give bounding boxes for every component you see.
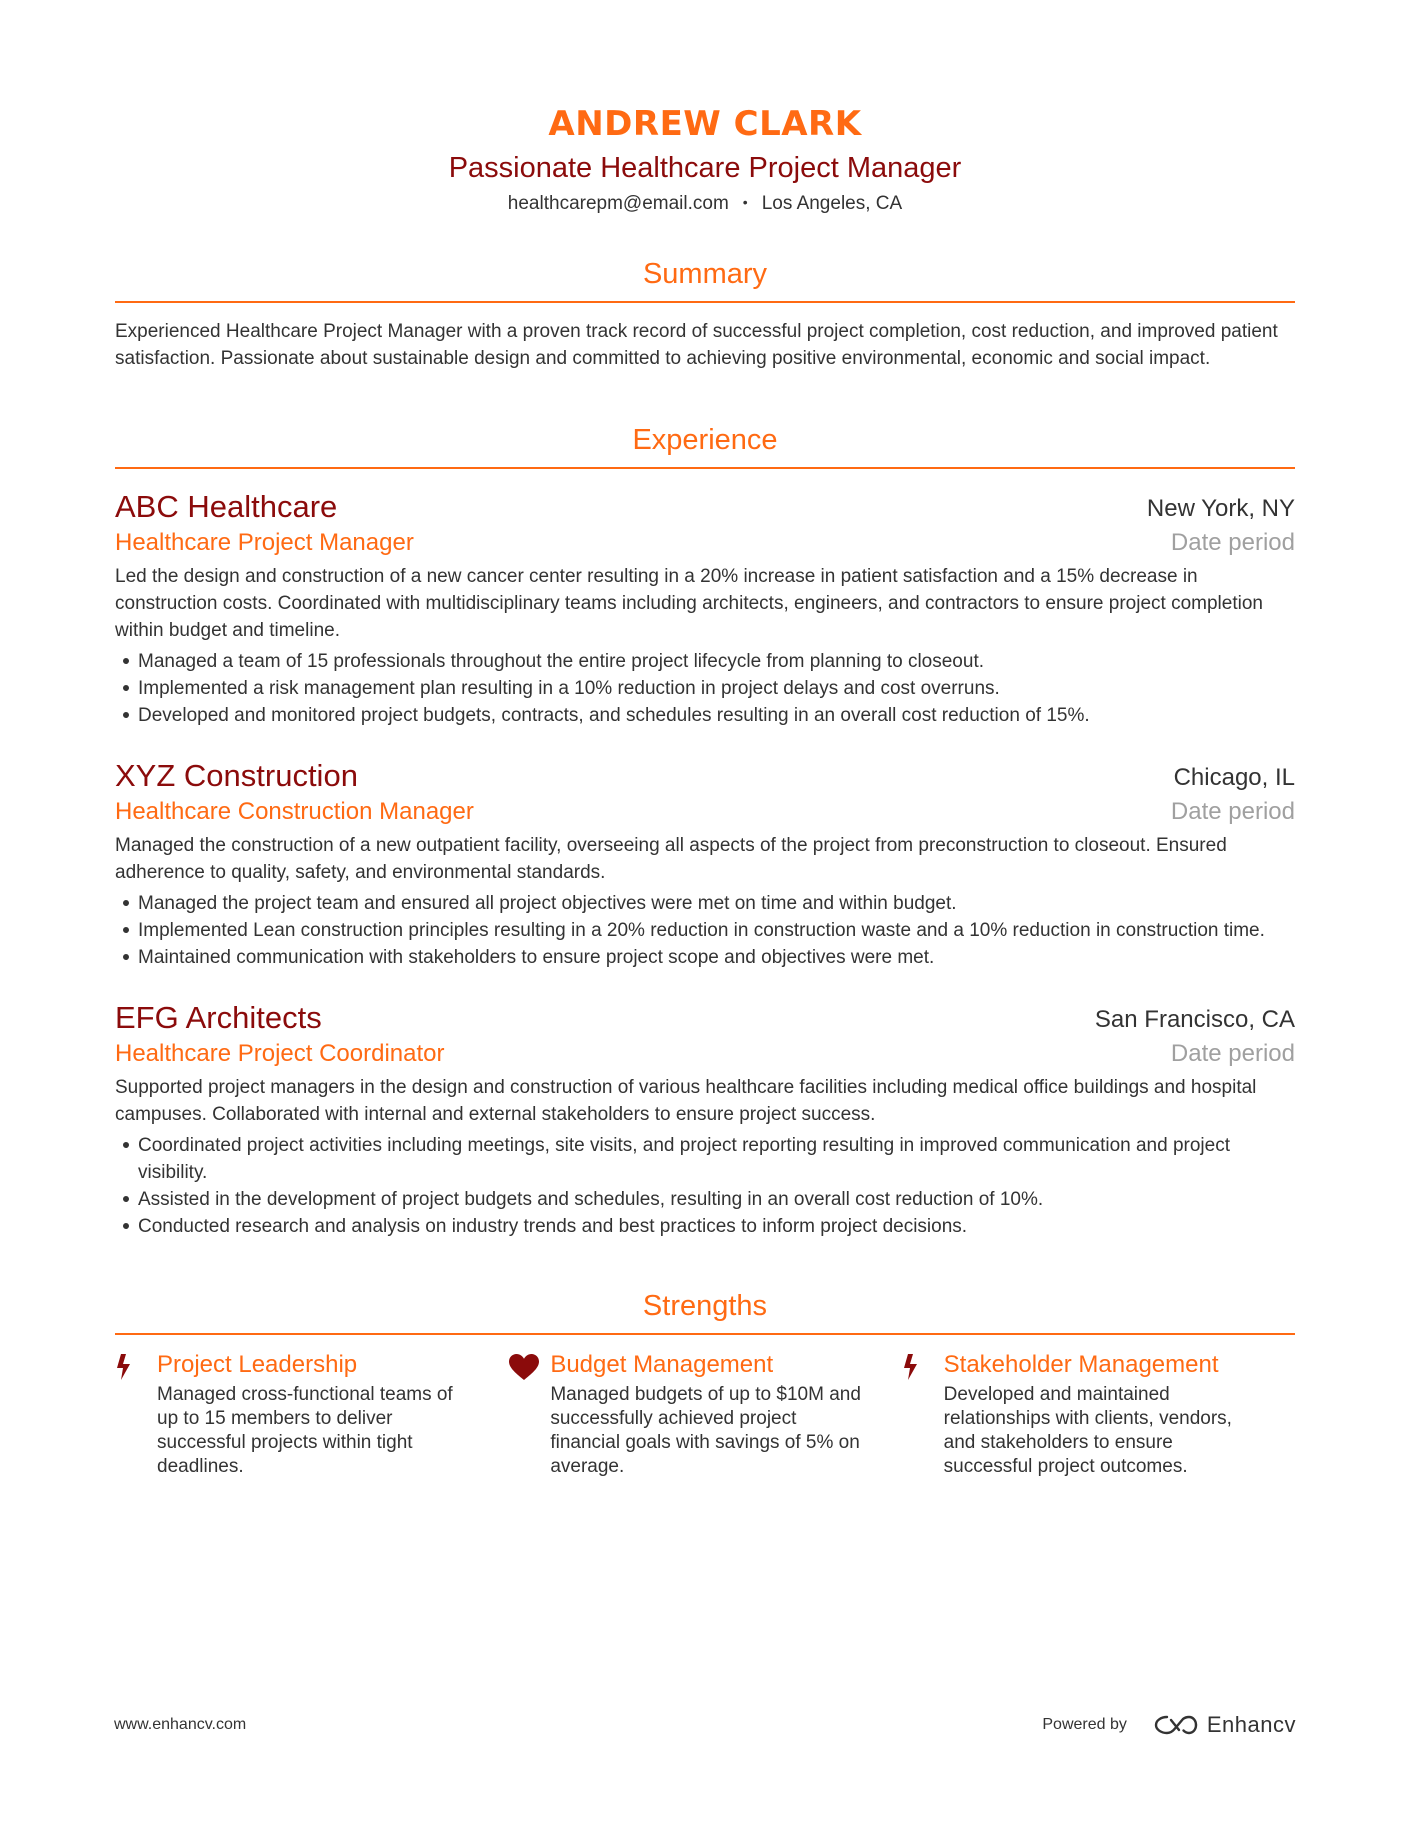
company-name: ABC Healthcare (115, 489, 338, 524)
bullet-item: Assisted in the development of project budgets and schedules, resulting in an overall cost reduction of 10%. (115, 1186, 1295, 1213)
job-date: Date period (1170, 1040, 1295, 1067)
job-bullets (115, 1132, 1295, 1240)
strength-item (115, 1349, 508, 1479)
bullet-item: Implemented a risk management plan resulting in a 10% reduction in project delays and cost overruns. (115, 675, 1295, 702)
job-date: Date period (1170, 529, 1295, 556)
website-link[interactable]: www.enhancv.com (114, 1716, 247, 1733)
email[interactable]: healthcarepm@email.com (507, 193, 729, 214)
bullet-item: Managed a team of 15 professionals throughout the entire project lifecycle from planning to closeout. (115, 648, 1295, 675)
bullet-item: Managed the project team and ensured all project objectives were met on time and within budget. (115, 890, 1295, 917)
bullet-item: Developed and monitored project budgets, contracts, and schedules resulting in an overall cost reduction of 15%. (115, 702, 1295, 729)
bullet-item: Conducted research and analysis on industry trends and best practices to inform project decisions. (115, 1213, 1295, 1240)
strength-title: Stakeholder Management (943, 1351, 1219, 1378)
strength-item (902, 1349, 1295, 1479)
candidate-name: ANDREW CLARK (548, 104, 862, 144)
strength-text: Managed budgets of up to $10M and successfully achieved project financial goals with savings of 5% on average. (550, 1384, 861, 1477)
separator-dot: • (742, 194, 748, 210)
section-divider (115, 1333, 1295, 1335)
powered-by (1042, 1712, 1296, 1738)
heart-icon (508, 1349, 550, 1479)
job-date: Date period (1170, 798, 1295, 825)
strength-text: Developed and maintained relationships with clients, vendors, and stakeholders to ensure successful project outcomes. (943, 1384, 1232, 1477)
summary-section (115, 256, 1295, 372)
job-bullets (115, 648, 1295, 729)
lightning-icon (902, 1349, 944, 1479)
strengths-section (115, 1288, 1295, 1479)
section-heading-experience: Experience (632, 424, 778, 456)
section-heading-summary: Summary (642, 258, 768, 290)
bullet-item: Implemented Lean construction principles resulting in a 20% reduction in construction waste and a 10% reduction in construction time. (115, 917, 1295, 944)
job-entry (115, 488, 1295, 729)
strength-text: Managed cross-functional teams of up to 15 members to deliver successful projects within tight deadlines. (157, 1384, 453, 1477)
summary-text: Experienced Healthcare Project Manager with a proven track record of successful project completion, cost reduction, and improved patient satisfaction. Passionate about sustainable design and committed to achieving positive environmental, economic and social impact. (115, 321, 1278, 369)
bullet-item: Coordinated project activities including meetings, site visits, and project reporting resulting in improved communication and project visibility. (115, 1132, 1295, 1186)
job-location: San Francisco, CA (1094, 1006, 1295, 1033)
location: Los Angeles, CA (761, 193, 903, 214)
company-name: EFG Architects (115, 1000, 322, 1035)
section-divider (115, 301, 1295, 303)
job-description: Supported project managers in the design and construction of various healthcare facilities including medical office buildings and hospital campuses. Collaborated with internal and external stakeholders to ensure project success. (115, 1077, 1257, 1125)
resume-header (115, 0, 1295, 216)
job-entry (115, 757, 1295, 971)
job-entry (115, 999, 1295, 1240)
strength-item (508, 1349, 901, 1479)
brand-name: Enhancv (1206, 1712, 1296, 1737)
job-role: Healthcare Project Manager (115, 529, 414, 556)
section-divider (115, 467, 1295, 469)
job-description: Led the design and construction of a new cancer center resulting in a 20% increase in patient satisfaction and a 15% decrease in construction costs. Coordinated with multidisciplinary teams including architects, engineers, and contractors to ensure project completion within budget and timeline. (115, 566, 1263, 641)
section-heading-strengths: Strengths (642, 1290, 768, 1322)
lightning-icon (115, 1349, 157, 1479)
strength-title: Budget Management (550, 1351, 774, 1378)
candidate-title: Passionate Healthcare Project Manager (448, 152, 962, 184)
page-footer (114, 1710, 1296, 1740)
bullet-item: Maintained communication with stakeholders to ensure project scope and objectives were met. (115, 944, 1295, 971)
enhancv-logo-icon (1153, 1713, 1199, 1737)
job-description: Managed the construction of a new outpatient facility, overseeing all aspects of the project from preconstruction to closeout. Ensured adherence to quality, safety, and environmental standards. (115, 835, 1227, 883)
experience-section (115, 422, 1295, 1240)
job-role: Healthcare Project Coordinator (115, 1040, 445, 1067)
job-location: Chicago, IL (1173, 764, 1295, 791)
job-bullets (115, 890, 1295, 971)
job-role: Healthcare Construction Manager (115, 798, 474, 825)
strengths-list (115, 1349, 1295, 1479)
company-name: XYZ Construction (115, 758, 358, 793)
job-location: New York, NY (1146, 495, 1295, 522)
contact-line (115, 192, 1295, 216)
enhancv-logo[interactable] (1153, 1712, 1296, 1738)
powered-by-label: Powered by (1042, 1716, 1127, 1733)
resume-page (115, 0, 1295, 1479)
strength-title: Project Leadership (157, 1351, 358, 1378)
